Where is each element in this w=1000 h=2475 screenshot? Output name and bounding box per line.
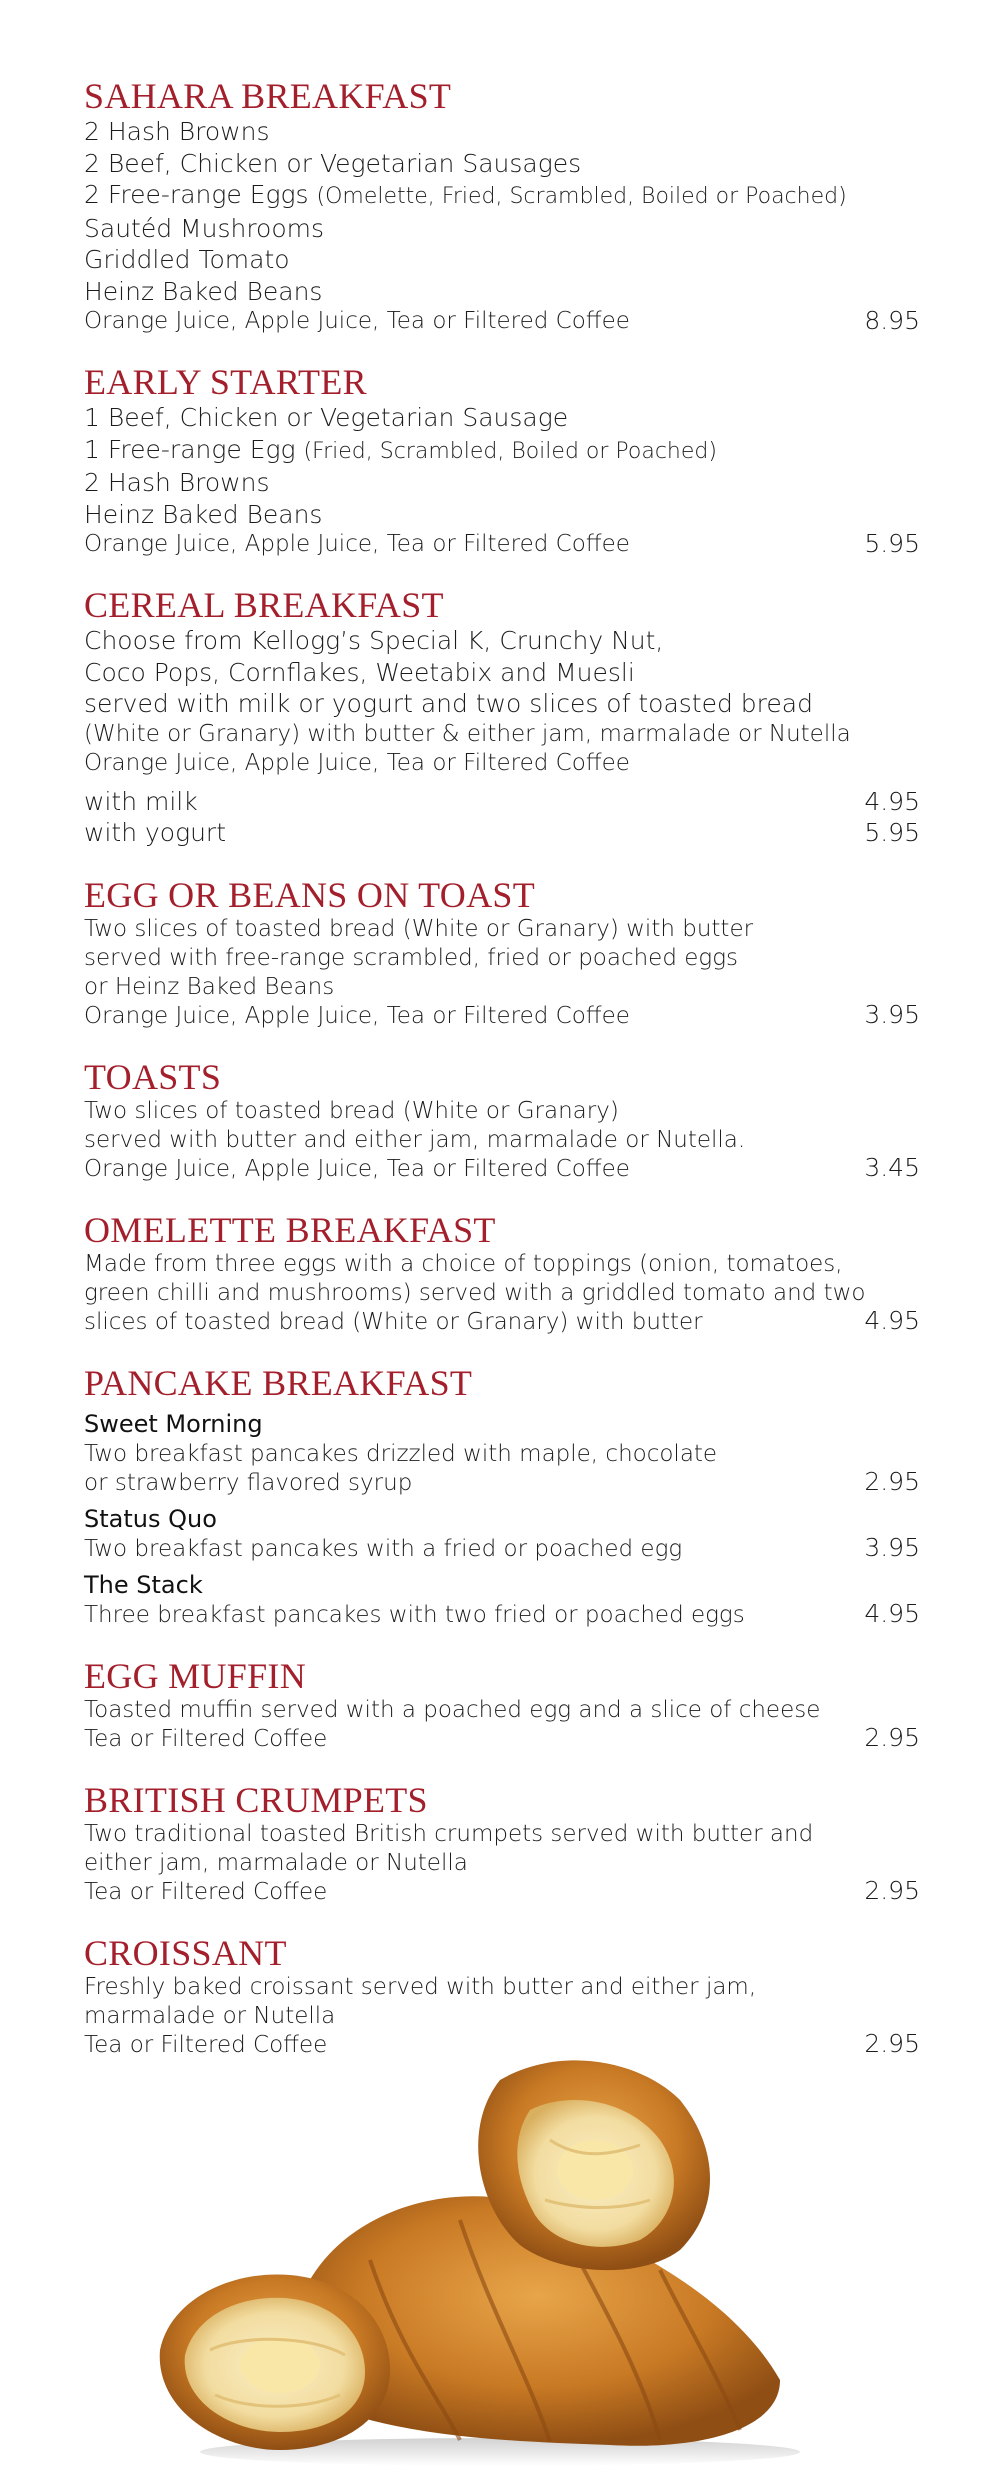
menu-line: Tea or Filtered Coffee 2.95 (84, 1723, 920, 1752)
section-title: OMELETTE BREAKFAST (84, 1209, 496, 1250)
menu-line: marmalade or Nutella (84, 2002, 336, 2029)
section-title: TOASTS (84, 1056, 222, 1097)
menu-line: served with free-range scrambled, fried or poached eggs (84, 944, 738, 971)
menu-line: 1 Free-range Egg (Fried, Scrambled, Boiled or Poached) (84, 434, 717, 464)
section-title: CEREAL BREAKFAST (84, 585, 444, 625)
menu-line-note: (Omelette, Fried, Scrambled, Boiled or Poached) (316, 184, 847, 209)
item-name: Sweet Morning (84, 1409, 263, 1438)
menu-line: Orange Juice, Apple Juice, Tea or Filtered Coffee 3.95 (84, 1000, 920, 1029)
menu-line-note: (Fried, Scrambled, Boiled or Poached) (303, 438, 717, 464)
section-title: EARLY STARTER (84, 362, 367, 402)
menu-line: served with butter and either jam, marmalade or Nutella. (84, 1126, 746, 1153)
menu-line: Orange Juice, Apple Juice, Tea or Filtered Coffee 3.45 (84, 1153, 920, 1182)
section-title: EGG MUFFIN (84, 1655, 307, 1696)
menu-line: or Heinz Baked Beans (84, 973, 335, 1000)
menu-line: Toasted muffin served with a poached egg and a slice of cheese (84, 1696, 821, 1723)
price: 4.95 (864, 1306, 920, 1335)
menu-line: 2 Beef, Chicken or Vegetarian Sausages (84, 148, 582, 178)
section-title: EGG OR BEANS ON TOAST (84, 874, 536, 915)
menu-line: Tea or Filtered Coffee 2.95 (84, 2029, 920, 2058)
menu-line: Two traditional toasted British crumpets served with butter and (84, 1820, 814, 1847)
menu-line: Griddled Tomato (84, 245, 290, 274)
menu-section-cereal-breakfast (84, 585, 920, 849)
price: 3.95 (864, 1000, 920, 1029)
menu-line: Heinz Baked Beans (84, 499, 323, 529)
price: 5.95 (864, 528, 920, 558)
menu-line: with milk 4.95 (84, 786, 920, 816)
price: 2.95 (864, 1876, 920, 1905)
menu-line: Made from three eggs with a choice of toppings (onion, tomatoes, (84, 1250, 843, 1277)
menu-section-croissant (84, 1933, 920, 2060)
menu-line: Two breakfast pancakes drizzled with maple, chocolate (84, 1440, 718, 1467)
menu-section-omelette-breakfast (84, 1210, 920, 1337)
section-title: BRITISH CRUMPETS (84, 1779, 428, 1820)
breakfast-menu (84, 76, 920, 2086)
menu-line: or strawberry flavored syrup 2.95 (84, 1467, 920, 1496)
menu-section-egg-muffin (84, 1656, 920, 1754)
price: 2.95 (864, 1467, 920, 1496)
menu-line: Orange Juice, Apple Juice, Tea or Filtered Coffee (84, 749, 630, 776)
menu-line: Two slices of toasted bread (White or Granary) (84, 1097, 619, 1124)
menu-line: Two slices of toasted bread (White or Granary) with butter (84, 915, 754, 942)
price: 5.95 (864, 818, 920, 847)
menu-line: Two breakfast pancakes with a fried or poached egg 3.95 (84, 1533, 920, 1562)
menu-line: with yogurt 5.95 (84, 818, 920, 847)
menu-line: either jam, marmalade or Nutella (84, 1849, 468, 1876)
croissants-photo (140, 2050, 820, 2470)
menu-section-sahara-breakfast (84, 76, 920, 336)
menu-line: Orange Juice, Apple Juice, Tea or Filtered Coffee 8.95 (84, 305, 920, 335)
menu-line: 1 Beef, Chicken or Vegetarian Sausage (84, 403, 569, 432)
item-name: The Stack (84, 1570, 203, 1599)
menu-line: Orange Juice, Apple Juice, Tea or Filtered Coffee 5.95 (84, 528, 920, 558)
menu-line: slices of toasted bread (White or Granary) with butter 4.95 (84, 1306, 920, 1335)
menu-line: Sautéd Mushrooms (84, 213, 325, 243)
menu-line: (White or Granary) with butter & either jam, marmalade or Nutella (84, 720, 851, 747)
menu-section-egg-or-beans-on-toast (84, 875, 920, 1031)
price: 3.45 (864, 1153, 920, 1182)
menu-line: 2 Hash Browns (84, 117, 270, 146)
menu-line: Three breakfast pancakes with two fried or poached eggs 4.95 (84, 1599, 920, 1628)
menu-line: Coco Pops, Cornflakes, Weetabix and Muesli (84, 657, 635, 687)
menu-line: served with milk or yogurt and two slices of toasted bread (84, 689, 813, 718)
price: 4.95 (864, 1599, 920, 1628)
section-title: PANCAKE BREAKFAST (84, 1362, 473, 1403)
price: 2.95 (864, 2029, 920, 2058)
menu-section-toasts (84, 1057, 920, 1184)
menu-section-early-starter (84, 362, 920, 559)
price: 4.95 (864, 786, 920, 816)
section-title: CROISSANT (84, 1932, 287, 1973)
section-title: SAHARA BREAKFAST (84, 76, 452, 116)
menu-line: Freshly baked croissant served with butter and either jam, (84, 1973, 757, 2000)
price: 8.95 (864, 305, 920, 335)
price: 2.95 (864, 1723, 920, 1752)
menu-line: 2 Hash Browns (84, 468, 270, 497)
menu-line: 2 Free-range Eggs (Omelette, Fried, Scrambled, Boiled or Poached) (84, 180, 847, 209)
menu-line: green chilli and mushrooms) served with a griddled tomato and two (84, 1279, 866, 1306)
item-name: Status Quo (84, 1504, 217, 1533)
menu-section-british-crumpets (84, 1780, 920, 1907)
menu-line: Tea or Filtered Coffee 2.95 (84, 1876, 920, 1905)
price: 3.95 (864, 1533, 920, 1562)
menu-line: Heinz Baked Beans (84, 276, 323, 306)
menu-line: Choose from Kellogg’s Special K, Crunchy Nut, (84, 626, 664, 655)
menu-section-pancake-breakfast (84, 1363, 920, 1630)
